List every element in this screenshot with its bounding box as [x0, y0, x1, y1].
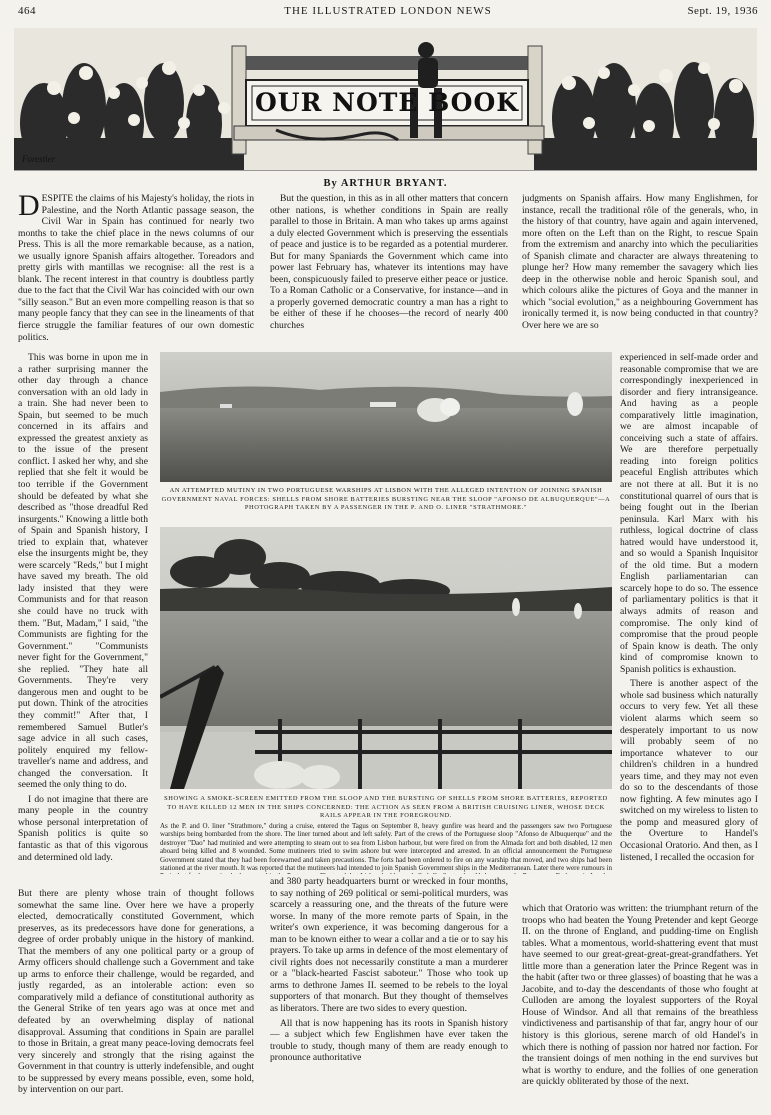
column-3-bottom [522, 903, 758, 1111]
paragraph [18, 193, 254, 343]
photo-smoke-screen [160, 527, 612, 789]
paragraph: which that Oratorio was written: the triumphant return of the troops who had beaten the Young Pretender and kept George II. on the throne of England, and pudding-time on English tables. What a momentous, world-shattering event that must have seemed to our great-great-great-great-grandfathers. Yet little more than a generation later the Prince Regent was in the habit (after two or three glasses) of boasting that he was a Jacobite, and to-day the descendants of those who fought at Culloden are among the loyalest supporters of the Royal House of Windsor. And all that remains of the breathless vindictiveness and partisanship of that far, angry hour of our history is this glorious, serene march of old Handel's in which there is nothing of passion nor hatred nor faction. For the transient doings of men nothing in the end survives but what is worthy to endure, and the follies of one generation are quickly obliterated by those of the next. [522, 903, 758, 1088]
column-1-top [18, 193, 254, 346]
paragraph: All that is now happening has its roots in Spanish history — a subject which few Englishmen have ever taken the trouble to study, though many of them are ready enough to pronounce authoritative [270, 1017, 508, 1064]
photo-1-image [160, 352, 612, 482]
paragraph: There is another aspect of the whole sad business which naturally occurs to very few. Yet all these violent alarms which seem so desperately important to us now will probably seem of no importance whatever to our children's children in a hundred years time, and they may not even do so to the descendants of those now fighting. A few minutes ago I switched on my wireless to listen to the pomp and measured glory of the Overture to Handel's Occasional Oratorio. And then, as I listened, I recalled the occasion for [620, 678, 758, 863]
banner-title: OUR NOTE BOOK [255, 88, 519, 117]
photo-2-image [160, 527, 612, 789]
column-1-middle [18, 352, 148, 886]
artist-signature: Forestier [22, 154, 56, 164]
photo-1-caption: AN ATTEMPTED MUTINY IN TWO PORTUGUESE WARSHIPS AT LISBON WITH THE ALLEGED INTENTION OF JOINING SPANISH GOVERNMENT NAVAL FORCES: SHELLS FROM SHORE BATTERIES BURSTING NEAR THE SLOOP "AFONSO DE ALBUQUERQUE"—A PHOTOGRAPH TAKEN BY A PASSENGER IN THE P. AND O. LINER "STRATHMORE." [161, 487, 611, 512]
paragraph: But the question, in this as in all other matters that concern other nations, is whether conditions in Spain are really parallel to those in Britain. A man who takes up arms against a duly elected Government which is preserving the essentials of peace and justice is to be regarded as a potential murderer. But for many Spaniards the Government which came into power last February has, whatever its intentions may have been, conspicuously failed to preserve either peace or justice. To a Roman Catholic or a Conservative, for instance—and in a properly governed democratic country a man has a right to be either of these if he chooses—the record of nearly 400 churches [270, 193, 508, 332]
paragraph: and 380 party headquarters burnt or wrecked in four months, to say nothing of 269 political or semi-political murders, was scarcely a reassuring one, and the threats of the future were worse. In many of the more remote parts of Spain, in the writer's own experience, it was becoming dangerous for a man to be known either to wear a collar and a tie or to say his prayers. To take up arms in defence of the most elementary of civil rights does not necessarily constitute a man a murderer or a "black-hearted Fascist saboteur." Those who took up arms to dethrone James II. seemed to be rebels to the loyal supporters of that monarch. But they thought of themselves as liberators. There are two sides to every question. [270, 876, 508, 1015]
page-number: 464 [18, 5, 36, 17]
column-1-bottom [18, 888, 254, 1111]
paragraph: I do not imagine that there are many people in the country whose personal interpretation of Spanish politics is quite so fantastic as that of this vigorous and determined old lady. [18, 793, 148, 863]
byline: By ARTHUR BRYANT. [323, 178, 448, 189]
publication-title: THE ILLUSTRATED LONDON NEWS [284, 5, 492, 17]
paragraph: experienced in self-made order and reasonable compromise that we are correspondingly inexperienced in disorder and fiery intransigeance. And having as a people comparatively little imagination, we are almost incapable of conceiving such a state of affairs. We are therefore perpetually reading into foreign politics peaceful English attributes which are not there at all. But it is no constitutional quarrel of ours that is being fought out in the Iberian peninsula. Karl Marx with his ruthless, logical doctrine of class hatred would have understood it, and so would a Spanish Inquisitor of the old time. But a modern English parliamentarian can scarcely hope to do so. The essence of parliamentary politics is that it always admits of reason and compromise. The only kind of compromise that the proud people of Spain know is death. The only kind of compromise known to Spanish politics is exhaustion. [620, 352, 758, 675]
photo-2-caption: SHOWING A SMOKE-SCREEN EMITTED FROM THE SLOOP AND THE BURSTING OF SHELLS FROM SHORE BATTERIES, REPORTED TO HAVE KILLED 12 MEN IN THE SHIPS CONCERNED: THE ACTION AS SEEN FROM A BRITISH CRUISING LINER, WHOSE DECK RAILS APPEAR IN THE FOREGROUND. [164, 795, 608, 820]
paragraph: But there are plenty whose train of thought follows somewhat the same line. Over here we have a properly elected, democratically constituted Government, which preserves, as its predecessors have done for generations, a degree of order probably unique in the history of mankind. That the members of any one political party or a group of Army officers should challenge such a Government and take up arms to enforce their challenge, would be regarded, and justly regarded, as an intolerable action: even so comparatively mild a defiance of constitutional authority as the General Strike of ten years ago was at once met and defeated by an overwhelming display of national disapproval. Assuming that conditions in Spain are parallel to those in Britain, a great many peace-loving democrats feel very sincerely and strongly that the rising against the Government in that country is utterly indefensible, and ought to be suppressed by every means possible, even, some hold, by intervention on our part. [18, 888, 254, 1096]
drop-cap: D [18, 193, 40, 222]
column-3-side [620, 352, 758, 900]
paragraph: This was borne in upon me in a rather surprising manner the other day through a chance conversation with an old lady in a train. She had never been to Spain, but seemed to be much concerned in its affairs and expressed the greatest anxiety as to the issue of the present conflict. I asked her why, and she replied that she felt it would be too terrible if the Government should be defeated by what she described as "those dreadful Red insurgents." Knowing a little both of Spain and Spanish history, I tried to explain that, whatever else the insurgents might be, they were scarcely "Reds," but I might have saved my breath. The old lady insisted that they were Communists and for that reason she could have no truck with them. "But, Madam," I said, "the Communists are fighting for the Government." "Communists never fight for the Government," she replied. "They hate all Governments. They're very dangerous men and ought to be put down. Think of the atrocities they commit!" After that, I remembered Samuel Butler's sage advice in all such cases, politely enquired my fellow-traveller's name and address, and changed the conversation. It seemed the only thing to do. [18, 352, 148, 791]
column-2-top [270, 193, 508, 348]
running-head [18, 5, 758, 19]
photo-explanatory-note: As the P. and O. liner "Strathmore," during a cruise, entered the Tagus on September 8, heavy gunfire was heard and the passengers saw two Portuguese warships being bombarded from the shore. The liner turned about and left safely. Part of the crews of the Portuguese sloop "Afonso de Albuquerque" and the destroyer "Dao" had mutinied and were attempting to steam out to sea from Lisbon harbour, but were fired on from the Almada fort and both disabled, 12 men aboard being killed and 8 wounded. Some mutineers tried to swim ashore but were intercepted and arrested. In an official announcement the Portuguese Government stated that they had been forewarned and taken precautions. The forts had been ordered to fire on any warship that moved, and two ships had been stationed at the river mouth. It was reported that the mutineers had intended to join Spanish Government ships in the Mediterranean. Later there were rumours in [160, 822, 612, 873]
paragraph: judgments on Spanish affairs. How many Englishmen, for instance, recall the traditional rôle of the generals, who, in the history of that country, have again and again intervened, more often on the Left than on the Right, to rescue Spain from the extremism and anarchy into which the peculiarities of Spanish climate and character are always threatening to plunge her? How many remember the savagery which lies deep in the otherwise noble and heroic Spanish soul, and which colours alike the pictures of Goya and the manner in which "social evolution," as a neighbouring Government has ironically termed it, is now being conducted in that country? Over here we are so [522, 193, 758, 332]
photo-lisbon-harbour [160, 352, 612, 482]
issue-date: Sept. 19, 1936 [687, 5, 758, 17]
paragraph-text: ESPITE the claims of his Majesty's holiday, the riots in Palestine, and the North Atlantic passage season, the Civil War in Spain has continued for nearly two months to take the chief place in the news columns of our Press. This is all the more remarkable because, as a nation, we usually ignore Spanish affairs altogether. Toreadors and pretty girls with mantillas we recognise: all the rest is a blank. The recent interest in that country is doubtless partly due to the fact that the Civil War has coincided with our own "silly season." But an even more compelling reason is that so many people fancy that they can see in the lineaments of that fierce struggle the familiar features of our own domestic politics. [18, 193, 254, 343]
column-2-bottom [270, 876, 508, 1111]
banner-illustration [14, 28, 757, 171]
column-3-top [522, 193, 758, 348]
